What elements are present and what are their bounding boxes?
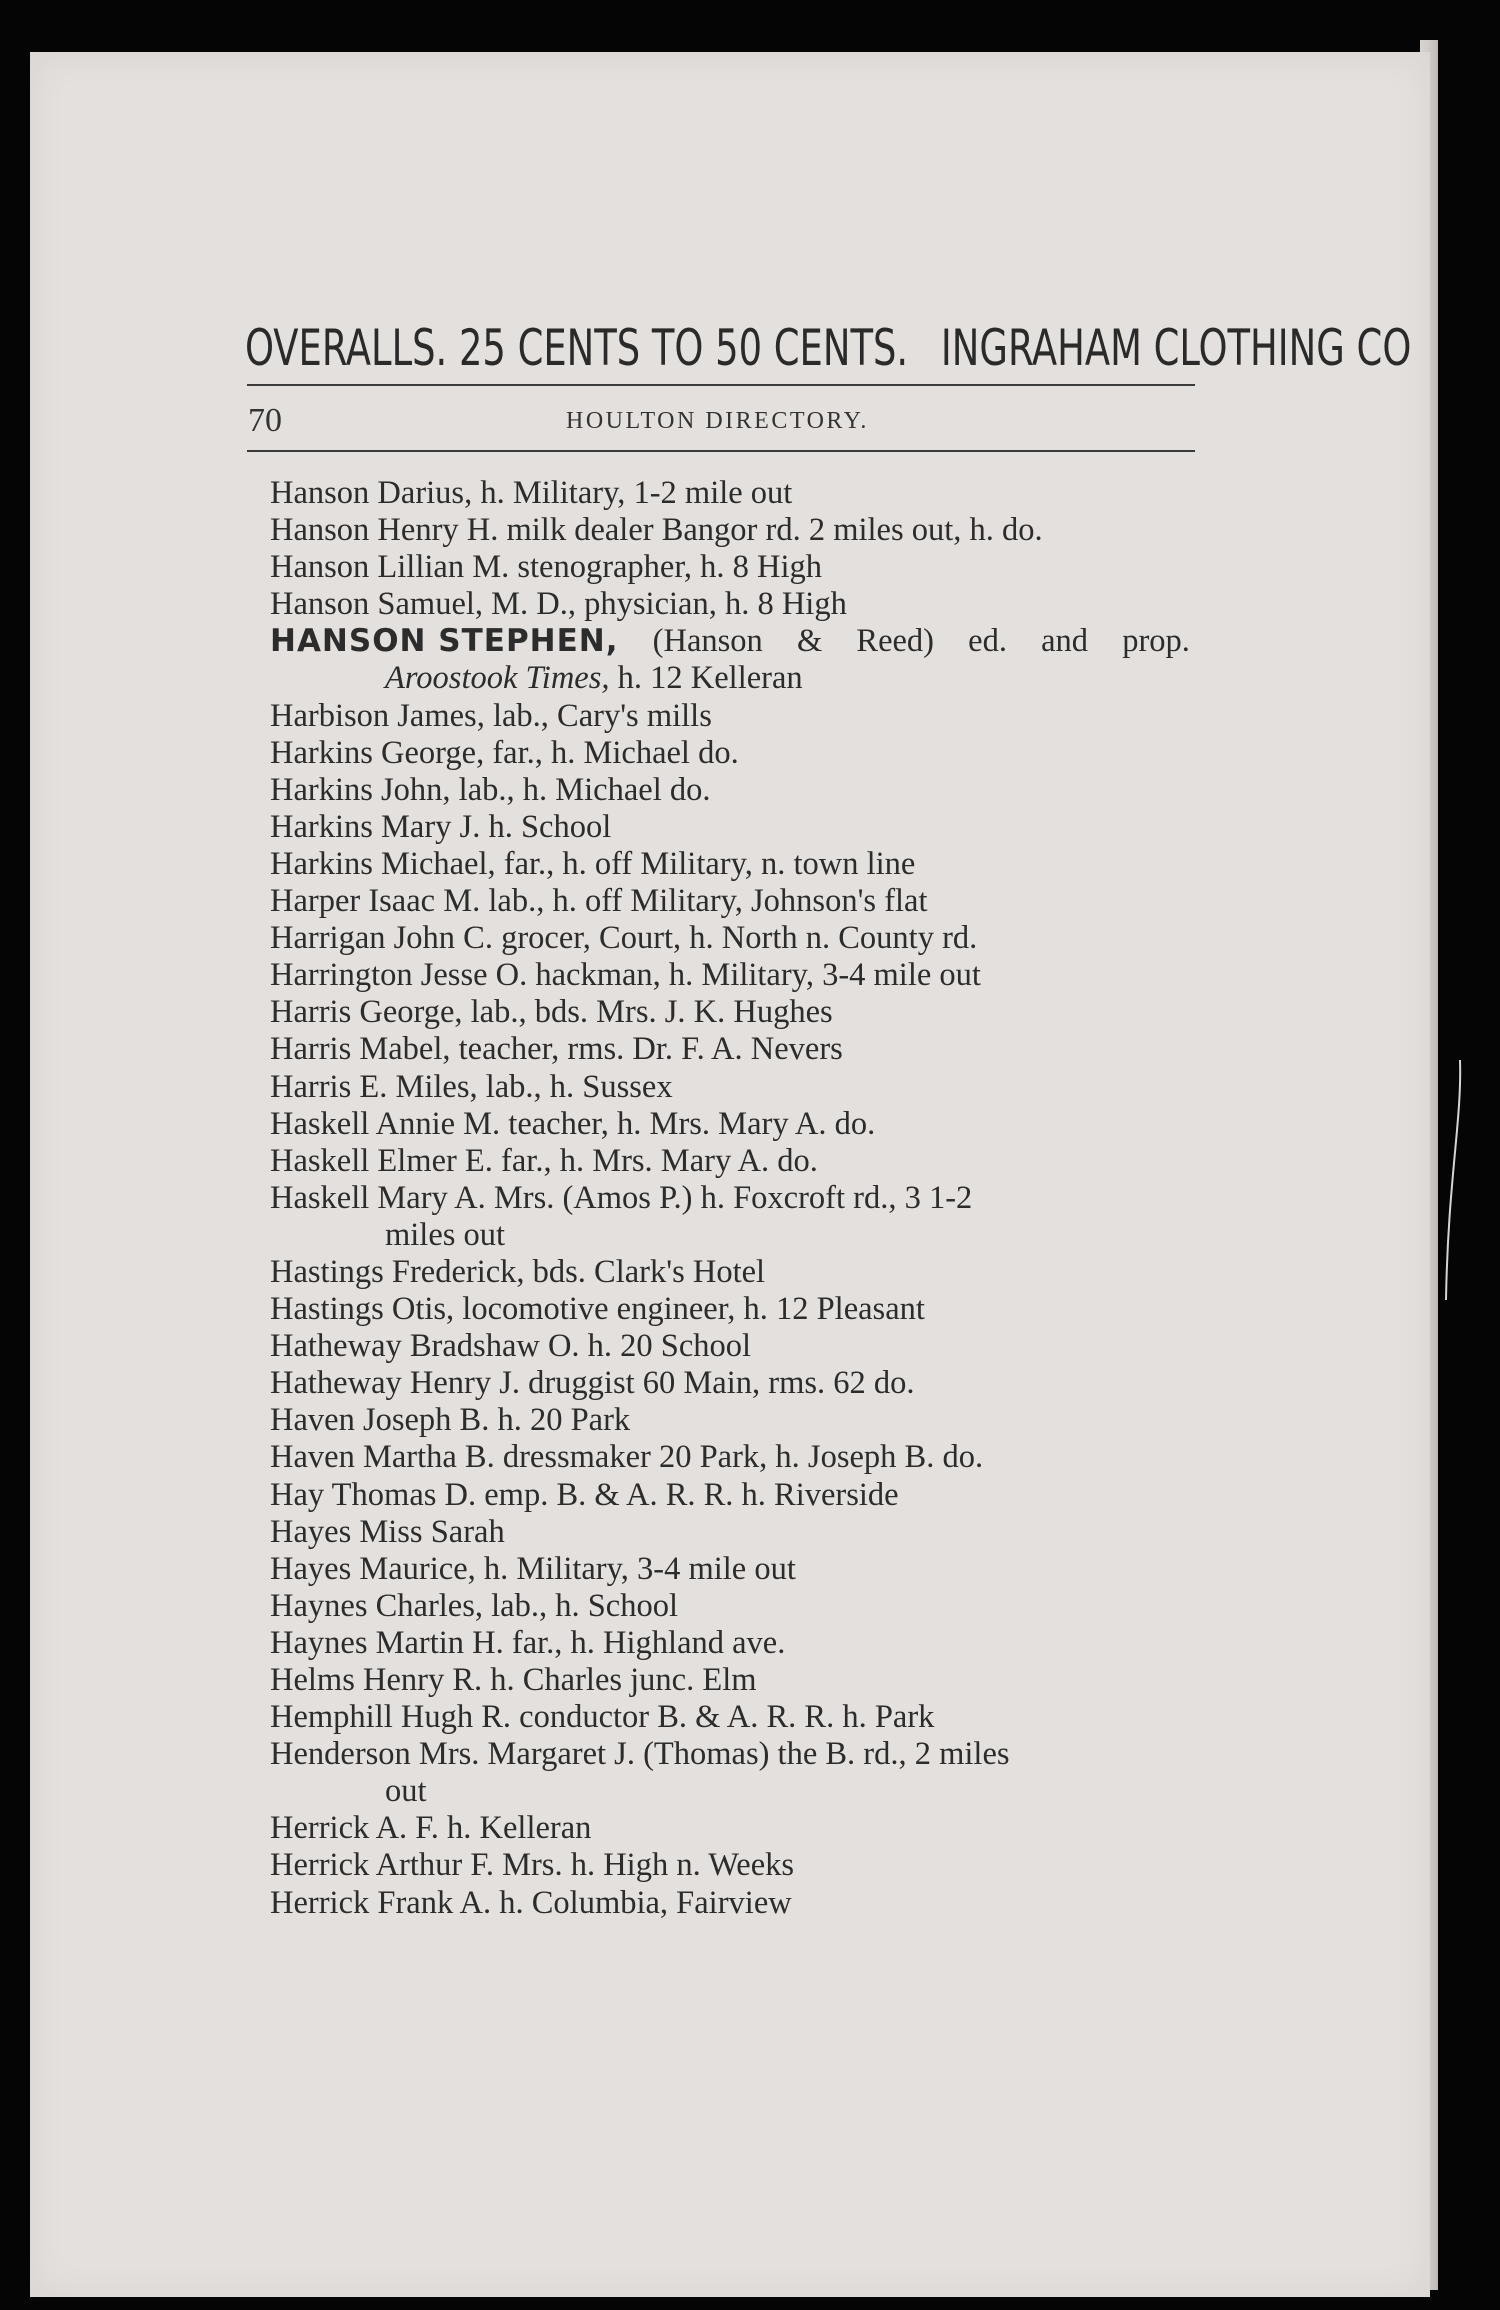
- list-item: Hanson Henry H. milk dealer Bangor rd. 2 miles out, h. do.: [270, 512, 1043, 549]
- featured-part: &: [796, 623, 823, 660]
- header-rule: [247, 450, 1195, 452]
- list-item: Helms Henry R. h. Charles junc. Elm: [270, 1662, 757, 1698]
- featured-continuation: [270, 660, 1210, 697]
- list-item: Harris E. Miles, lab., h. Sussex: [270, 1068, 673, 1105]
- page-number: 70: [248, 402, 282, 439]
- list-item: Haven Martha B. dressmaker 20 Park, h. Joseph B. do.: [270, 1439, 984, 1476]
- featured-name: HANSON STEPHEN,: [270, 623, 619, 660]
- list-item: Harkins George, far., h. Michael do.: [270, 734, 739, 771]
- list-item: Harrigan John C. grocer, Court, h. North n. County rd.: [270, 920, 978, 957]
- advert-left: OVERALLS. 25 CENTS TO 50 CENTS.: [245, 319, 909, 377]
- list-item: Harkins Mary J. h. School: [270, 808, 612, 845]
- featured-part: prop.: [1122, 623, 1190, 660]
- list-item: Hastings Frederick, bds. Clark's Hotel: [270, 1253, 766, 1290]
- list-item: Harper Isaac M. lab., h. off Military, Johnson's flat: [270, 883, 928, 920]
- list-item: Haven Joseph B. h. 20 Park: [270, 1402, 631, 1439]
- list-item: Herrick Frank A. h. Columbia, Fairview: [270, 1884, 792, 1921]
- list-item-continuation: out: [385, 1773, 427, 1810]
- list-item: Haskell Elmer E. far., h. Mrs. Mary A. do.: [270, 1142, 818, 1179]
- list-item: Harkins John, lab., h. Michael do.: [270, 771, 711, 808]
- featured-part: Reed): [856, 623, 934, 660]
- running-head: HOULTON DIRECTORY.: [566, 408, 869, 434]
- directory-entries: [270, 475, 1210, 1922]
- list-item: Hastings Otis, locomotive engineer, h. 12 Pleasant: [270, 1291, 925, 1328]
- binding-thread: [1440, 1060, 1470, 1300]
- list-item: Hayes Miss Sarah: [270, 1513, 505, 1550]
- list-item: Herrick Arthur F. Mrs. h. High n. Weeks: [270, 1847, 795, 1884]
- list-item: Hemphill Hugh R. conductor B. & A. R. R. h. Park: [270, 1699, 935, 1736]
- featured-part: (Hanson: [652, 623, 763, 660]
- list-item: Harkins Michael, far., h. off Military, n. town line: [270, 845, 916, 882]
- list-item-continuation: miles out: [385, 1216, 506, 1253]
- list-item: Harris Mabel, teacher, rms. Dr. F. A. Nevers: [270, 1031, 843, 1068]
- list-item: Hanson Darius, h. Military, 1-2 mile out: [270, 475, 793, 511]
- page-header: [248, 402, 1194, 442]
- list-item: Hanson Samuel, M. D., physician, h. 8 High: [270, 586, 847, 623]
- list-item: Haskell Mary A. Mrs. (Amos P.) h. Foxcroft rd., 3 1-2: [270, 1179, 973, 1216]
- list-item: Harbison James, lab., Cary's mills: [270, 697, 712, 734]
- featured-address: h. 12 Kelleran: [617, 660, 803, 697]
- list-item: Hatheway Henry J. druggist 60 Main, rms. 62 do.: [270, 1365, 915, 1402]
- list-item: Hatheway Bradshaw O. h. 20 School: [270, 1328, 752, 1365]
- advert-right: INGRAHAM CLOTHING CO: [940, 319, 1412, 377]
- list-item: Hanson Lillian M. stenographer, h. 8 High: [270, 549, 823, 586]
- list-item: Henderson Mrs. Margaret J. (Thomas) the B. rd., 2 miles: [270, 1736, 1010, 1773]
- featured-entry: [270, 623, 1190, 660]
- list-item: Harrington Jesse O. hackman, h. Military, 3-4 mile out: [270, 957, 981, 994]
- advertisement-banner: [245, 318, 1412, 378]
- list-item: Hay Thomas D. emp. B. & A. R. R. h. Riverside: [270, 1476, 899, 1513]
- featured-part: ed.: [968, 623, 1007, 660]
- top-rule: [247, 384, 1195, 386]
- list-item: Haskell Annie M. teacher, h. Mrs. Mary A. do.: [270, 1105, 876, 1142]
- list-item: Haynes Martin H. far., h. Highland ave.: [270, 1624, 786, 1661]
- list-item: Harris George, lab., bds. Mrs. J. K. Hughes: [270, 994, 833, 1031]
- newspaper-title: Aroostook Times,: [385, 660, 610, 697]
- list-item: Haynes Charles, lab., h. School: [270, 1587, 678, 1624]
- list-item: Herrick A. F. h. Kelleran: [270, 1810, 592, 1847]
- featured-part: and: [1041, 623, 1089, 660]
- list-item: Hayes Maurice, h. Military, 3-4 mile out: [270, 1550, 796, 1587]
